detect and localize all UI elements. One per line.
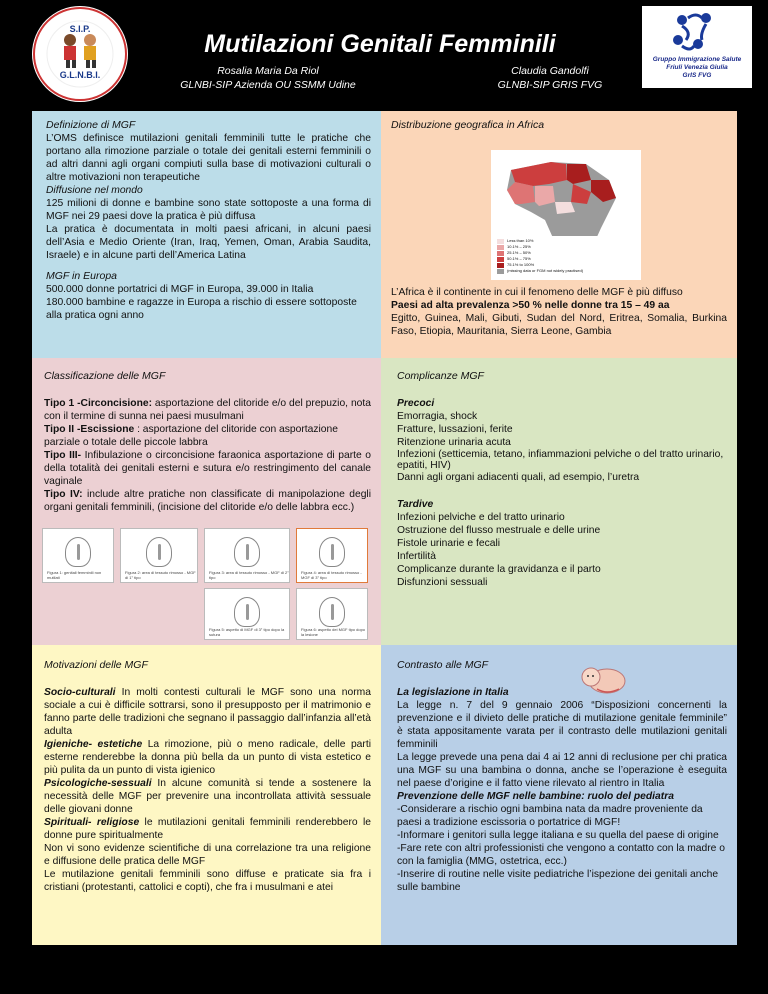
legge-p2: La legge prevede una pena dai 4 ai 12 anni di reclusione per chi pratica una MGF su una bambina o donna, anche se l’operazione è eseguita nel paese d’origine e il fatto viene rilevato al rientro in Italia [397, 752, 727, 789]
complicanze-heading: Complicanze MGF [397, 370, 484, 382]
legend-swatch-6 [497, 269, 504, 274]
legge-p1: La legge n. 7 del 9 gennaio 2006 “Disposizioni concernenti la prevenzione e il divieto delle pratiche di mutilazione genitale femminile” è stata appositamente varata per il contrasto delle mutilazioni genitali femminili [397, 700, 727, 750]
figure-4 [296, 528, 368, 583]
prevenzione-item-4: -Inserire di routine nelle visite pediatriche l’ispezione dei genitali anche sulle bambine [397, 869, 719, 893]
spirituali-religiose [44, 816, 371, 842]
tardive-item-5: Complicanze durante la gravidanza e il parto [397, 564, 601, 575]
panel-complicanze [381, 358, 737, 645]
figure-6-caption: Figura 6: aspetto dei MGF tipo dopo la lesione [301, 627, 366, 637]
figure-5-caption: Figura 5: aspetto di MGF di 3° tipo dopo la sutura [209, 627, 285, 637]
gris-logo-icon [642, 6, 752, 56]
definizione-heading: Definizione di MGF [46, 119, 136, 131]
author-2-affiliation: GLNBI-SIP GRIS FVG [497, 79, 603, 91]
figure-2-caption: Figura 2: area di tessuto rimosso - MGF di 1° tipo [125, 570, 196, 580]
spirit-label: Spirituali- religiose [44, 817, 140, 828]
igien-label: Igieniche- estetiche [44, 739, 143, 750]
caption-line-2: Friuli Venezia Giulia [666, 64, 728, 71]
igien-text: La rimozione, più o meno radicale, delle parti esterne renderebbe la donna più bella da un punto di vista estetico e più pulita da un punto di vista igienico [44, 739, 371, 776]
author-2-name: Claudia Gandolfi [511, 65, 589, 77]
figure-4-caption: Figura 4: area di tessuto rimosso - MGF di 3° tipo [301, 570, 362, 580]
tardive-item-1: Infezioni pelviche e del tratto urinario [397, 512, 565, 523]
figure-5 [204, 588, 290, 640]
figure-1 [42, 528, 114, 583]
author-1-affiliation: GLNBI-SIP Azienda OU SSMM Udine [180, 79, 356, 91]
legend-swatch-3 [497, 251, 504, 256]
socio-text: In molti contesti culturali le MGF sono una norma sociale a cui è difficile sottrarsi, sono il presupposto per il matrimonio e fanno parte delle tradizioni che segnano il passaggio dall’infanzia all’età adulta [44, 687, 371, 737]
prevenzione-item-3: -Fare rete con altri professionisti che vengono a contatto con la madre o con la famiglia (MMG, ostetrica, ecc.) [397, 843, 725, 867]
panel-distribuzione [381, 111, 737, 358]
tardive-heading: Tardive [397, 499, 434, 510]
legge-heading: La legislazione in Italia [397, 687, 509, 698]
psico-text: In alcune comunità si tende a sostenere la necessità delle MGF per prevenire una incontrollata attività sessuale delle giovani donne [44, 778, 371, 815]
distribuzione-heading: Distribuzione geografica in Africa [391, 119, 545, 131]
prevenzione-item-1: -Considerare a rischio ogni bambina nata da madre proveniente da paesi a tradizione escissoria o portatrice di MGF! [397, 804, 703, 828]
legend-item-6 [497, 268, 613, 274]
legend-label-3: 25.1% – 50% [507, 250, 531, 255]
socio-label: Socio-culturali [44, 687, 116, 698]
diffusione-heading: Diffusione nel mondo [46, 185, 143, 196]
sip-glnbi-logo [32, 6, 128, 102]
figure-3 [204, 528, 290, 583]
classificazione-heading: Classificazione delle MGF [44, 370, 166, 382]
panel-definizione [32, 111, 381, 358]
tardive-item-4: Infertilità [397, 551, 436, 562]
tipo-4-label: Tipo IV: [44, 489, 83, 500]
diffusione-p2: La pratica è documentata in molti paesi africani, in alcuni paesi dell’Asia e Medio Oriente (Iran, Iraq, Yemen, Oman, Arabia Saudita, Israele) e in alcune parti dell’America Latina [46, 224, 371, 261]
precoci-item-1: Emorragia, shock [397, 411, 478, 422]
logo-left-top-text: S.I.P. [69, 24, 91, 34]
tipo-2-label: Tipo II -Escissione [44, 424, 135, 435]
baby-icon [577, 661, 629, 697]
sip-logo-icon [32, 6, 128, 102]
tipo-2 [44, 423, 371, 449]
tardive-item-3: Fistole urinarie e fecali [397, 538, 501, 549]
europa-heading: MGF in Europa [46, 270, 118, 282]
legend-swatch-1 [497, 239, 504, 244]
legend-label-4: 50.1% – 75% [507, 256, 531, 261]
author-2 [470, 64, 630, 92]
tardive-item-6: Disfunzioni sessuali [397, 577, 488, 588]
tipo-3-label: Tipo III- [44, 450, 82, 461]
legend-label-5: 75.1% to 100% [507, 262, 535, 267]
figure-1-caption: Figura 1: genitali femminili non mutilati [47, 570, 102, 580]
europa-p1: 500.000 donne portatrici di MGF in Europa, 39.000 in Italia [46, 284, 314, 295]
definizione-text: L’OMS definisce mutilazioni genitali femminili tutte le pratiche che portano alla rimozione parziale o totale dei genitali esterni femminili o ad altri danni agli organi compiuti sulla base di motivazioni culturali o altre motivazioni non terapeutiche [46, 133, 371, 183]
tipo-2-text: : asportazione del clitoride con asportazione parziale o totale delle piccole labbra [44, 424, 338, 448]
diffusione-p1: 125 milioni di donne e bambine sono state sottoposte a una forma di MGF nei 29 paesi dove la pratica è più diffusa [46, 198, 371, 222]
africa-map-area [391, 132, 727, 282]
tipo-1 [44, 397, 371, 423]
caption-line-3: GrIS FVG [682, 72, 712, 79]
tipo-4 [44, 488, 371, 514]
map-legend [495, 236, 615, 276]
legend-swatch-4 [497, 257, 504, 262]
distribuzione-p3: Egitto, Guinea, Mali, Gibuti, Sudan del Nord, Eritrea, Somalia, Burkina Faso, Etiopia, Mauritania, Sierra Leone, Gambia [391, 313, 727, 337]
figure-2 [120, 528, 198, 583]
logo-left-bottom-text: G.L.N.B.I. [59, 70, 101, 80]
precoci-item-3: Ritenzione urinaria acuta [397, 437, 511, 448]
panel-contrasto [381, 645, 737, 945]
figure-4-sketch-icon [319, 537, 345, 567]
contrasto-heading: Contrasto alle MGF [397, 659, 489, 671]
tardive-item-2: Ostruzione del flusso mestruale e delle urine [397, 525, 601, 536]
figure-3-sketch-icon [234, 537, 260, 567]
tipo-1-label: Tipo 1 -Circoncisione: [44, 398, 153, 409]
tipo-4-text: include altre pratiche non classificate di manipolazione degli organi genitali femminili, (incisione del clitoride e/o delle labbra ecc.) [44, 489, 371, 513]
psicologiche-sessuali [44, 777, 371, 816]
motivazioni-heading: Motivazioni delle MGF [44, 659, 148, 671]
precoci-item-2: Fratture, lussazioni, ferite [397, 424, 513, 435]
poster-header [0, 0, 768, 110]
legend-swatch-2 [497, 245, 504, 250]
socio-culturali [44, 686, 371, 738]
tipo-1-text: asportazione del clitoride e/o del prepuzio, nota con il termine di sunna nei paesi musulmani [44, 398, 371, 422]
spirit-text: le mutilazioni genitali femminili renderebbero le donne pure spiritualmente [44, 817, 371, 841]
panel-motivazioni [32, 645, 381, 945]
distribuzione-p1: L’Africa è il continente in cui il fenomeno delle MGF è più diffuso [391, 287, 683, 298]
figure-6-sketch-icon [319, 597, 345, 627]
figure-2-sketch-icon [146, 537, 172, 567]
tipo-3 [44, 449, 371, 488]
precoci-item-5: Danni agli organi adiacenti quali, ad esempio, l’uretra [397, 472, 640, 483]
gris-fvg-logo [642, 6, 752, 88]
poster-title: Mutilazioni Genitali Femminili [204, 30, 556, 58]
prevenzione-item-2: -Informare i genitori sulla legge italiana e su quella del paese di origine [397, 830, 719, 841]
motivazioni-p5: Non vi sono evidenze scientifiche di una correlazione tra una religione e diffusione delle pratica delle MGF [44, 843, 371, 867]
psico-label: Psicologiche-sessuali [44, 778, 152, 789]
caption-line-1: Gruppo Immigrazione Salute [652, 56, 742, 63]
legend-label-2: 10.1% – 25% [507, 244, 531, 249]
author-1-name: Rosalia Maria Da Riol [217, 65, 319, 77]
legend-label-6: (missing data or FGM not widely practised) [507, 268, 584, 273]
motivazioni-p6: Le mutilazione genitali femminili sono diffuse e praticate sia fra i cristiani (protestanti, cattolici e copti), che fra i musulmani e atei [44, 869, 371, 893]
distribuzione-p2: Paesi ad alta prevalenza >50 % nelle donne tra 15 – 49 aa [391, 300, 670, 311]
figure-1-sketch-icon [65, 537, 91, 567]
legend-swatch-5 [497, 263, 504, 268]
precoci-heading: Precoci [397, 398, 435, 409]
figure-3-caption: Figura 3: area di tessuto rimosso - MGF di 2° tipo [209, 570, 289, 580]
legend-label-1: Less than 10% [507, 238, 534, 243]
precoci-item-4: Infezioni (setticemia, tetano, infiammazioni pelviche o del tratto urinario, epatiti, HIV) [397, 449, 724, 471]
tipo-3-text: Infibulazione o circoncisione faraonica asportazione di parte o della totalità dei genitali esterni e sutura e/o restringimento del canale vaginale [44, 450, 371, 487]
figure-5-sketch-icon [234, 597, 260, 627]
prevenzione-heading: Prevenzione delle MGF nelle bambine: ruolo del pediatra [397, 791, 674, 802]
figure-6 [296, 588, 368, 640]
europa-p2: 180.000 bambine e ragazze in Europa a rischio di essere sottoposte alla pratica ogni anno [46, 297, 357, 321]
gris-logo-caption [642, 56, 752, 80]
igieniche-estetiche [44, 738, 371, 777]
author-1 [168, 64, 368, 92]
